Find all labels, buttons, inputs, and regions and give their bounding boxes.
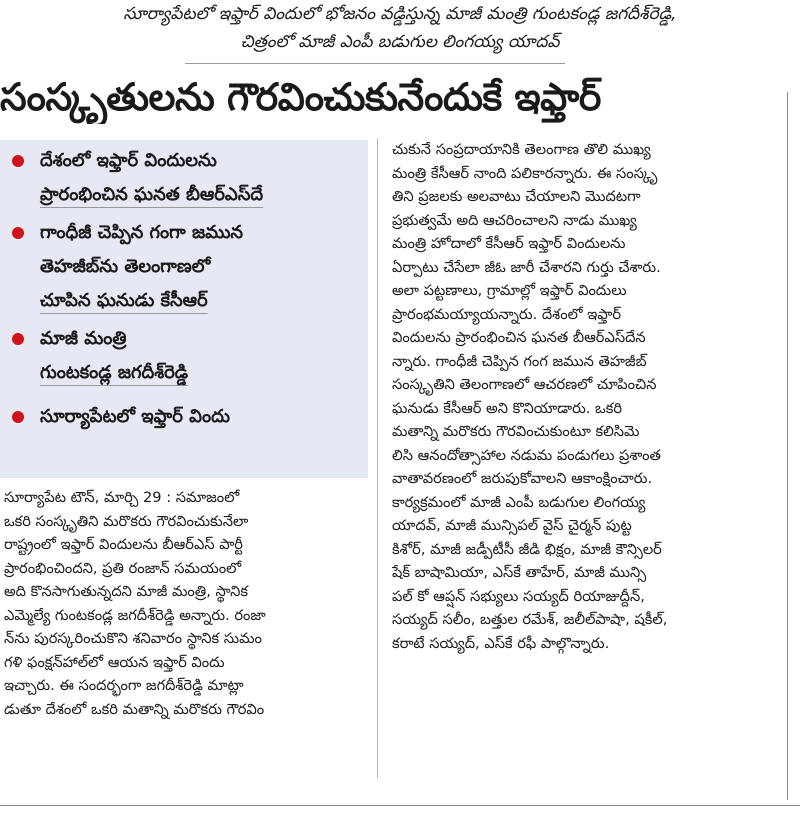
body-line: సంస్కృతిని తెలంగాణలో ఆచరణలో చూపించిన	[392, 376, 657, 393]
highlight-item	[12, 144, 358, 212]
body-line: ప్రారంభమయ్యాయన్నారు. దేశంలో ఇఫ్తార్	[392, 305, 622, 323]
body-line: విందులను ప్రారంభించిన ఘనత బీఆర్‌ఎస్‌దేన	[392, 329, 646, 346]
highlight-line: గుంటకండ్ల జగదీశ్‌రెడ్డి	[40, 362, 189, 383]
column-rule-right	[787, 92, 788, 800]
body-line: వాతావరణంలో జరుపుకోవాలని ఆకాంక్షించారు.	[392, 470, 653, 487]
body-line: ఎమ్మెల్యే గుంటకండ్ల జగదీశ్‌రెడ్డి అన్నారు. రంజా	[4, 606, 266, 624]
article-body-left	[4, 486, 370, 721]
body-line: అలా పట్టణాలు, గ్రామాల్లో ఇఫ్తార్ విందులు	[392, 282, 627, 299]
caption-line-2: చిత్రంలో మాజీ ఎంపీ బడుగుల లింగయ్య యాదవ్	[240, 32, 560, 52]
body-line: అది కొనసాగుతున్నదని మాజీ మంత్రి, స్థానిక	[4, 583, 248, 600]
bottom-divider	[0, 805, 800, 806]
body-line: ఏర్పాటు చేసేలా జీఓ జారీ చేశారని గుర్తు చేశారు.	[392, 258, 661, 276]
highlight-line: ప్రారంభించిన ఘనత బీఆర్‌ఎస్‌దే	[40, 184, 264, 205]
highlights-box	[0, 140, 368, 478]
body-line: ఒకరి సంస్కృతిని మరొకరు గౌరవించుకునేలా	[4, 512, 249, 530]
article-body-right	[392, 138, 780, 655]
body-line: చుకునే సంప్రదాయానికి తెలంగాణ తొలి ముఖ్య	[392, 141, 651, 158]
body-line: ఘనుడు కేసీఆర్ అని కొనియాడారు. ఒకరి	[392, 399, 622, 417]
article-headline: సంస్కృతులను గౌరవించుకునేందుకే ఇఫ్తార్	[0, 74, 601, 119]
highlight-line: తెహజీబ్‌ను తెలంగాణలో	[40, 256, 211, 277]
body-line: ఇచ్చారు. ఈ సందర్భంగా జగదీశ్‌రెడ్డి మాట్లా	[4, 677, 244, 694]
body-line: కిశోర్, మాజీ జడ్పీటీసీ జీడి భిక్షం, మాజీ కౌన్సిలర్	[392, 540, 662, 558]
bullet-icon	[12, 227, 24, 239]
body-line: రాష్ట్రంలో ఇఫ్తార్ విందులను బీఆర్‌ఎస్ పార్టీ	[4, 536, 243, 553]
body-line: సయ్యద్ సలీం, బత్తుల రమేశ్, జలీల్‌పాషా, షకీల్,	[392, 611, 668, 628]
bullet-icon	[12, 155, 24, 167]
body-line: ప్రారంభించిందని, ప్రతి రంజాన్ సమయంలో	[4, 559, 242, 577]
body-line: సూర్యాపేట టౌన్, మార్చి 29 : సమాజంలో	[4, 489, 240, 506]
body-line: గళి ఫంక్షన్‌హాల్‌లో ఆయన ఇఫ్తార్ విందు	[4, 653, 225, 671]
body-line: షేక్ బాషామియా, ఎస్‌కే తాహేర్, మాజీ మున్సి	[392, 564, 647, 581]
column-rule-middle	[377, 138, 378, 778]
bullet-icon	[12, 333, 24, 345]
highlight-line: సూర్యాపేటలో ఇఫ్తార్ విందు	[40, 406, 231, 427]
caption-line-1: సూర్యాపేటలో ఇఫ్తార్ విందులో భోజనం వడ్డిస్తున్న మాజీ మంత్రి గుంటకండ్ల జగదీశ్‌రెడ్డి,	[123, 4, 677, 24]
highlight-line: మాజీ మంత్రి	[40, 328, 127, 349]
highlight-item	[12, 322, 358, 390]
body-line: మంత్రి హోదాలో కేసీఆర్ ఇఫ్తార్ విందులను	[392, 235, 626, 252]
highlight-line: గాంధీజీ చెప్పిన గంగా జమున	[40, 222, 244, 243]
highlight-item	[12, 216, 358, 318]
body-line: మతాన్ని మరొకరు గౌరవించుకుంటూ కలిసిమె	[392, 423, 640, 440]
body-line: యాదవ్, మాజీ మున్సిపల్ వైస్ చైర్మన్ పుట్ట	[392, 517, 632, 534]
body-line: కరాటే సయ్యద్, ఎస్‌కే రఫీ పాల్గొన్నారు.	[392, 634, 610, 652]
body-line: ప్రభుత్వమే అది ఆచరించాలని నాడు ముఖ్య	[392, 211, 637, 229]
highlight-line: దేశంలో ఇఫ్తార్ విందులను	[40, 150, 217, 171]
body-line: న్నారు. గాంధీజీ చెప్పిన గంగ జమున తెహజీబ్	[392, 352, 647, 370]
photo-caption	[0, 0, 800, 58]
body-line: పల్ కో ఆప్షన్ సభ్యులు సయ్యద్ రియాజుద్దీన్,	[392, 587, 645, 605]
body-line: లిసి ఆనందోత్సాహాల నడుమ పండుగలు ప్రశాంత	[392, 446, 661, 464]
highlight-item	[12, 400, 358, 434]
body-line: న్‌ను పురస్కరించుకొని శనివారం స్థానిక సుమం	[4, 630, 262, 647]
body-line: తిని ప్రజలకు అలవాటు చేయాలని మొదటగా	[392, 188, 641, 205]
body-line: డుతూ దేశంలో ఒకరి మతాన్ని మరొకరు గౌరవిం	[4, 700, 265, 718]
bullet-icon	[12, 411, 24, 423]
body-line: మంత్రి కేసీఆర్ నాంది పలికారన్నారు. ఈ సంస్కృ	[392, 164, 658, 182]
body-line: కార్యక్రమంలో మాజీ ఎంపీ బడుగుల లింగయ్య	[392, 493, 646, 511]
caption-divider	[185, 63, 565, 64]
highlight-line: చూపిన ఘనుడు కేసీఆర్	[40, 290, 208, 311]
